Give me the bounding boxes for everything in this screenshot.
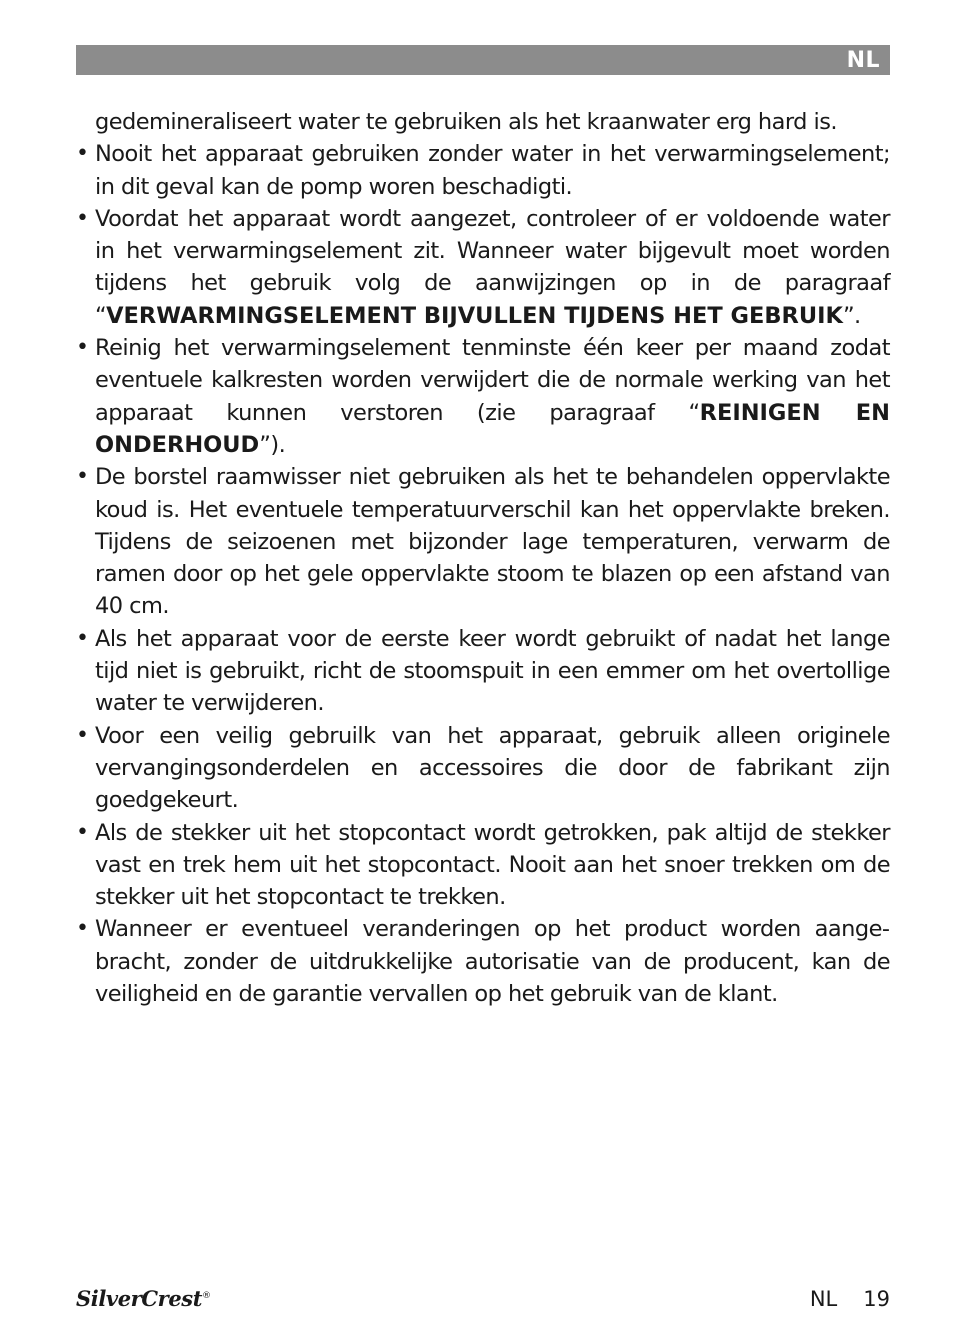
page-footer bbox=[810, 1287, 890, 1311]
page-number: 19 bbox=[863, 1287, 890, 1311]
page-body bbox=[76, 106, 890, 1010]
item-bold-reference: VERWARMINGSELEMENT BIJVULLEN TIJDENS HET GEBRUIK bbox=[106, 302, 843, 329]
bullet-icon: • bbox=[76, 916, 89, 942]
bullet-icon: • bbox=[76, 141, 89, 167]
item-text-after: ”. bbox=[842, 302, 861, 329]
item-text: De borstel raamwisser niet gebruiken als het te behandelen oppervlakte koud is. Het eventuele temperatuurverschil kan het oppervlakte breken. Tijdens de seizoenen met bijzonder lage temperaturen, verwarm de ramen door op het gele oppervlakte stoom te blazen op een afstand van 40 cm. bbox=[95, 464, 890, 620]
bullet-icon: • bbox=[76, 722, 89, 748]
item-bold-reference: REINIGEN EN ONDERHOUD bbox=[95, 399, 890, 458]
brand-name: SilverCrest bbox=[76, 1286, 203, 1311]
bullet-icon: • bbox=[76, 625, 89, 651]
item-text: Voor een veilig gebruilk van het apparaat, gebruik alleen originele vervangingsonderdelen en accessoires die door de fabrikant zijn goedgekeurt. bbox=[95, 722, 890, 814]
language-label: NL bbox=[846, 48, 880, 73]
list-item bbox=[76, 138, 890, 203]
item-text-after: ”). bbox=[259, 431, 286, 458]
bullet-icon: • bbox=[76, 335, 89, 361]
item-text: Nooit het apparaat gebruiken zonder water in het verwarmingselement; in dit geval kan de pomp woren beschadigti. bbox=[95, 141, 890, 200]
list-item bbox=[76, 913, 890, 1010]
item-text: Als het apparaat voor de eerste keer wordt gebruikt of nadat het lange tijd niet is gebruikt, richt de stoomspuit in een emmer om het overtollige water te verwijderen. bbox=[95, 625, 890, 717]
list-item bbox=[76, 461, 890, 622]
item-text: Wanneer er eventueel veranderingen op het product worden aangebracht, zonder de uitdrukkelijke autorisatie van de producent, kan de veiligheid en de garantie vervallen op het gebruik van de klant. bbox=[95, 916, 890, 1008]
header-bar bbox=[76, 45, 890, 75]
intro-paragraph: gedemineraliseert water te gebruiken als het kraanwater erg hard is. bbox=[95, 109, 837, 135]
list-item bbox=[76, 720, 890, 817]
bullet-icon: • bbox=[76, 205, 89, 231]
item-text: Als de stekker uit het stopcontact wordt getrokken, pak altijd de stekker vast en trek hem uit het stopcontact. Nooit aan het snoer trekken om de stekker uit het stopcontact te trekken. bbox=[95, 819, 890, 911]
bullet-icon: • bbox=[76, 819, 89, 845]
list-item bbox=[76, 817, 890, 914]
item-text: Voordat het apparaat wordt aangezet, controleer of er voldoende water in het verwarmingselement zit. Wanneer water bijgevult moet worden tijdens het gebruik volg de aanwijzingen op in de paragraaf “ bbox=[95, 205, 890, 329]
footer-language: NL bbox=[809, 1287, 838, 1311]
list-item bbox=[76, 623, 890, 720]
brand-logo bbox=[76, 1286, 211, 1311]
registered-mark: ® bbox=[202, 1291, 211, 1301]
bullet-icon: • bbox=[76, 464, 89, 490]
item-text: Reinig het verwarmingselement tenminste één keer per maand zodat eventuele kalkresten worden verwijdert die de normale werking van het apparaat kunnen verstoren (zie paragraaf “ bbox=[95, 335, 890, 426]
list-item bbox=[76, 332, 890, 461]
list-item bbox=[76, 203, 890, 332]
